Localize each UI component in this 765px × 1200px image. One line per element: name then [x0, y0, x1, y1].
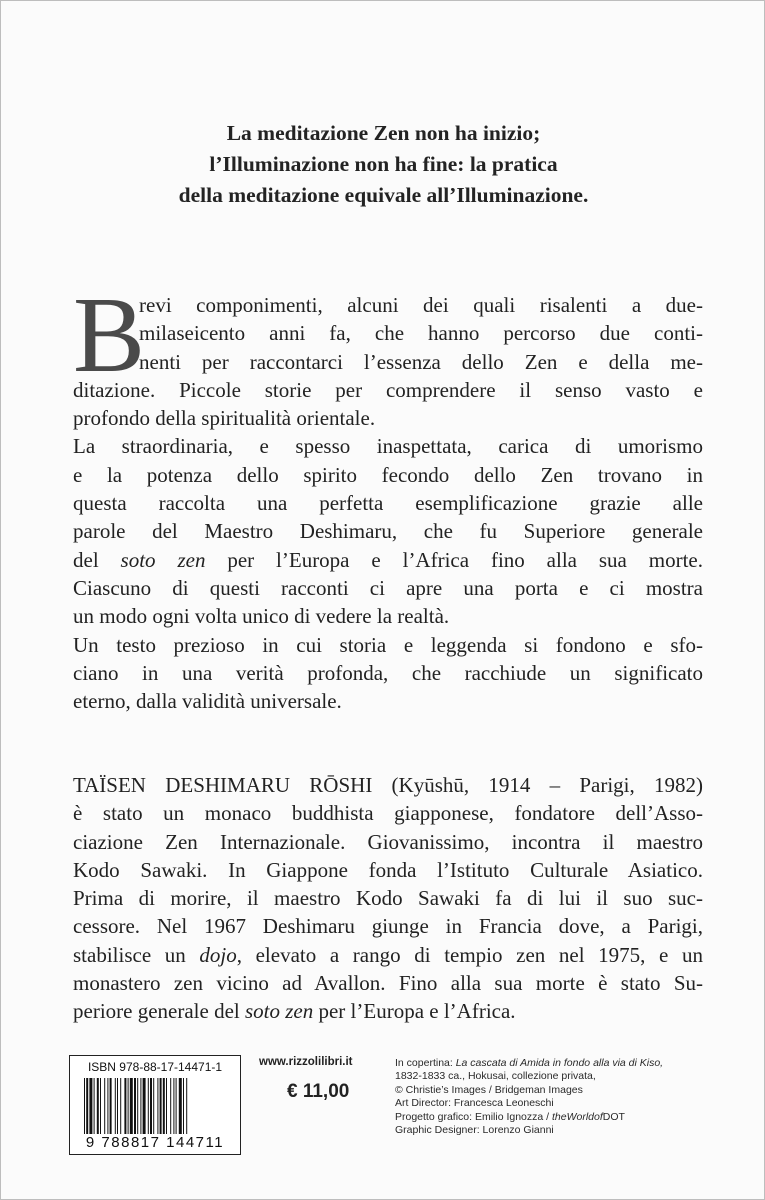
quote-line: della meditazione equivale all’Illuminazione. — [178, 183, 589, 207]
credit-line: 1832-1833 ca., Hokusai, collezione privata, — [395, 1070, 596, 1083]
book-description — [73, 276, 703, 715]
epigraph-quote — [61, 118, 706, 211]
bio-line: cessore. Nel 1967 Deshimaru giunge in Francia dove, a Parigi, — [73, 914, 703, 939]
text-span: stabilisce un — [73, 942, 200, 967]
text-span: periore generale del — [73, 999, 245, 1024]
text-span: In copertina: — [395, 1057, 456, 1069]
italic-term: dojo — [199, 942, 237, 967]
description-line: eterno, dalla validità universale. — [73, 689, 342, 714]
description-line: questa raccolta una perfetta esemplificazione grazie alle — [73, 491, 703, 516]
description-line: La straordinaria, e spesso inaspettata, carica di umorismo — [73, 434, 703, 459]
bio-line: TAÏSEN DESHIMARU RŌSHI (Kyūshū, 1914 – Parigi, 1982) — [73, 773, 703, 797]
credit-line: Art Director: Francesca Leoneschi — [395, 1097, 554, 1110]
description-line: ditazione. Piccole storie per comprendere il senso vasto e — [73, 377, 703, 402]
description-line: revi componimenti, alcuni dei quali risalenti a due- — [139, 293, 703, 317]
bio-line: Prima di morire, il maestro Kodo Sawaki fa di lui il suo suc- — [73, 886, 703, 911]
text-span: DOT — [602, 1110, 625, 1123]
quote-line: l’Illuminazione non ha fine: la pratica — [209, 152, 558, 176]
drop-cap-letter: B — [73, 276, 146, 395]
cover-credits — [395, 1057, 715, 1137]
bio-line: Kodo Sawaki. In Giappone fonda l’Istituto Culturale Asiatico. — [73, 857, 703, 882]
description-line: Un testo prezioso in cui storia e leggenda si fondono e sfo- — [73, 632, 703, 657]
bio-line — [73, 941, 703, 969]
credit-line: © Christie’s Images / Bridgeman Images — [395, 1083, 583, 1096]
text-span: del — [73, 547, 121, 572]
isbn-label: ISBN 978-88-17-14471-1 — [87, 1060, 223, 1074]
description-line — [73, 546, 703, 574]
author-bio — [73, 771, 703, 1026]
italic-term: theWorldof — [552, 1110, 603, 1123]
price-label: € 11,00 — [287, 1081, 350, 1102]
description-line: profondo della spiritualità orientale. — [73, 406, 376, 431]
italic-term: La cascata di Amida in fondo alla via di Kiso, — [455, 1057, 664, 1069]
barcode-digits: 9 788817 144711 — [85, 1134, 225, 1151]
description-line: un modo ogni volta unico di vedere la realtà. — [73, 604, 450, 629]
bio-line: ciazione Zen Internazionale. Giovanissimo, incontra il maestro — [73, 829, 703, 854]
quote-line: La meditazione Zen non ha inizio; — [226, 121, 541, 145]
credit-line — [395, 1111, 715, 1124]
isbn-barcode — [69, 1055, 241, 1155]
italic-term: soto zen — [244, 999, 314, 1024]
description-line: e la potenza dello spirito fecondo dello Zen trovano in — [73, 462, 703, 487]
description-line: Ciascuno di questi racconti ci apre una porta e ci mostra — [73, 575, 703, 600]
description-line: milaseicento anni fa, che hanno percorso due conti- — [139, 321, 703, 346]
credit-line — [395, 1057, 715, 1070]
barcode-icon — [82, 1078, 232, 1136]
description-line: nenti per raccontarci l’essenza dello Zen e della me- — [139, 349, 703, 374]
text-span: , elevato a rango di tempio zen nel 1975, e un — [236, 942, 703, 967]
bio-line: è stato un monaco buddhista giapponese, fondatore dell’Asso- — [73, 801, 703, 826]
text-span: per l’Europa e l’Africa fino alla sua morte. — [205, 547, 703, 572]
bio-line: monastero zen vicino ad Avallon. Fino alla sua morte è stato Su- — [73, 971, 703, 996]
description-line: ciano in una verità profonda, che racchiude un significato — [73, 660, 703, 685]
italic-term: soto zen — [120, 547, 206, 572]
bio-line — [73, 997, 703, 1025]
publisher-website: www.rizzolilibri.it — [259, 1056, 353, 1068]
text-span: per l’Europa e l’Africa. — [313, 999, 516, 1024]
description-line: parole del Maestro Deshimaru, che fu Superiore generale — [73, 519, 703, 544]
text-span: Progetto grafico: Emilio Ignozza / — [395, 1110, 552, 1123]
credit-line: Graphic Designer: Lorenzo Gianni — [395, 1124, 554, 1137]
